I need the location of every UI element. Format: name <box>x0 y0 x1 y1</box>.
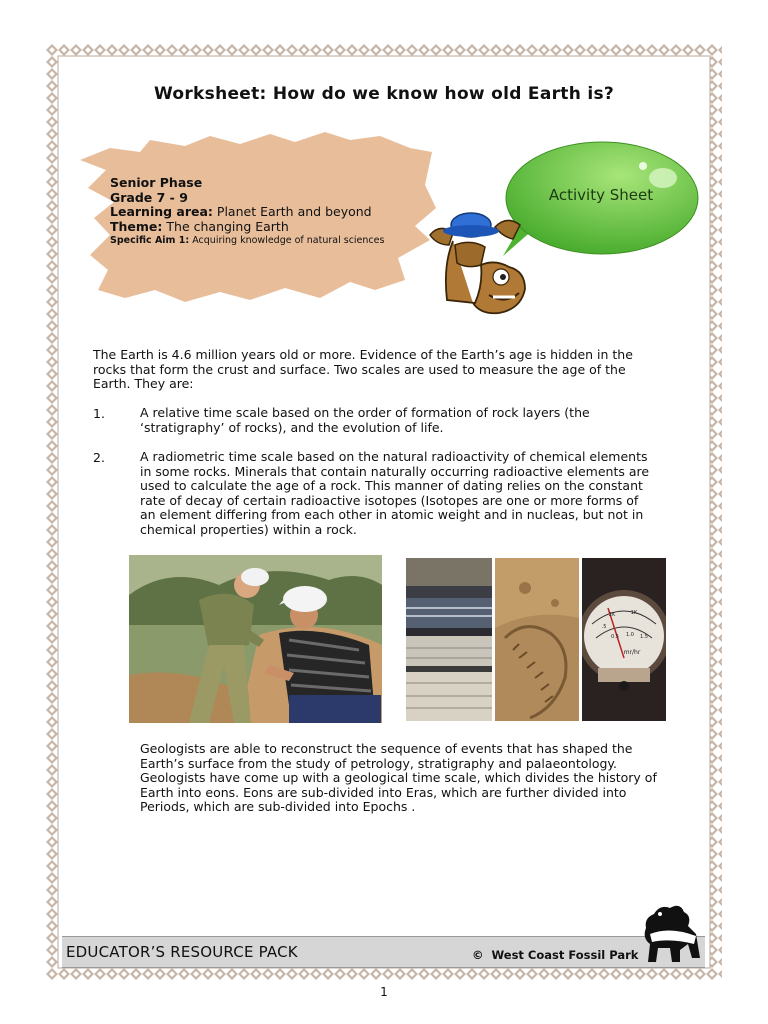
page-title: Worksheet: How do we know how old Earth is? <box>153 84 615 104</box>
meter-tick: 1K <box>630 610 638 616</box>
theme-row <box>110 220 384 235</box>
footer-org: West Coast Fossil Park <box>491 948 639 962</box>
intro-line: rocks that form the crust and surface. Two scales are used to measure the age of the <box>93 361 626 377</box>
intro-line: Earth. They are: <box>93 376 194 391</box>
rock-layers-photo <box>406 558 492 721</box>
intro-paragraph <box>93 348 693 392</box>
geologists-photo <box>129 555 382 723</box>
meter-unit: mr/hr <box>623 649 641 656</box>
activity-sheet-label: Activity Sheet <box>548 186 654 204</box>
worksheet-info <box>110 176 384 249</box>
list-item-line: in some rocks. Minerals that contain naturally occurring radioactive elements are <box>140 463 650 479</box>
list-item-line: A radiometric time scale based on the natural radioactivity of chemical elements <box>140 449 648 464</box>
intro-line: The Earth is 4.6 million years old or more. Evidence of the Earth’s age is hidden in the <box>93 347 633 362</box>
meter-brand: CPM <box>618 582 630 588</box>
radiation-meter-photo <box>582 558 666 721</box>
aim-row <box>110 234 384 249</box>
list-number: 1. <box>93 406 105 421</box>
closing-paragraph <box>140 742 700 815</box>
list-item <box>140 450 700 537</box>
learning-area-row <box>110 205 384 220</box>
closing-line: Earth’s surface from the study of petrology, stratigraphy and palaeontology. <box>140 755 618 771</box>
aim-value: Acquiring knowledge of natural sciences <box>192 235 385 246</box>
learning-area-value: Planet Earth and beyond <box>216 204 372 219</box>
list-item-line: chemical properties) within a rock. <box>140 521 357 537</box>
list-item-line: A relative time scale based on the order of formation of rock layers (the <box>140 405 590 420</box>
closing-line: Geologists are able to reconstruct the sequence of events that has shaped the <box>140 741 633 756</box>
list-item-line: ‘stratigraphy’ of rocks), and the evolution of life. <box>140 419 444 435</box>
aim-label: Specific Aim 1: <box>110 235 190 246</box>
closing-line: Earth into eons. Eons are sub-divided into Eras, which are further divided into <box>140 784 627 800</box>
footer-title: EDUCATOR’S RESOURCE PACK <box>66 943 298 961</box>
meter-tick: 2K <box>608 612 616 618</box>
grade-label: Grade 7 - 9 <box>110 189 188 205</box>
page-number: 1 <box>380 985 388 999</box>
learning-area-label: Learning area: <box>110 204 213 219</box>
list-item-line: an element differing from each other in atomic weight and in nucleas, but not in <box>140 507 644 522</box>
mascot-cartoon-icon <box>425 205 535 320</box>
theme-value: The changing Earth <box>166 218 289 234</box>
theme-label: Theme: <box>110 218 163 234</box>
meter-tick: .5 <box>601 624 607 630</box>
meter-tick: 1.5 <box>640 634 648 640</box>
fossil-photo <box>495 558 579 721</box>
phase-label: Senior Phase <box>110 175 203 190</box>
meter-tick: 0.5 <box>611 634 619 640</box>
list-item-line: rate of decay of certain radioactive isotopes (Isotopes are one or more forms of <box>140 492 639 508</box>
list-item-line: used to calculate the age of a rock. This manner of dating relies on the constant <box>140 478 643 493</box>
list-number: 2. <box>93 450 105 465</box>
fossil-park-logo-icon <box>640 900 704 966</box>
closing-line: Geologists have come up with a geological time scale, which divides the history of <box>140 770 657 785</box>
meter-tick: 1.0 <box>626 632 634 638</box>
footer-credit <box>472 948 638 962</box>
closing-line: Periods, which are sub-divided into Epochs . <box>140 799 416 814</box>
list-item <box>140 406 700 435</box>
copyright-symbol: © <box>472 948 484 962</box>
